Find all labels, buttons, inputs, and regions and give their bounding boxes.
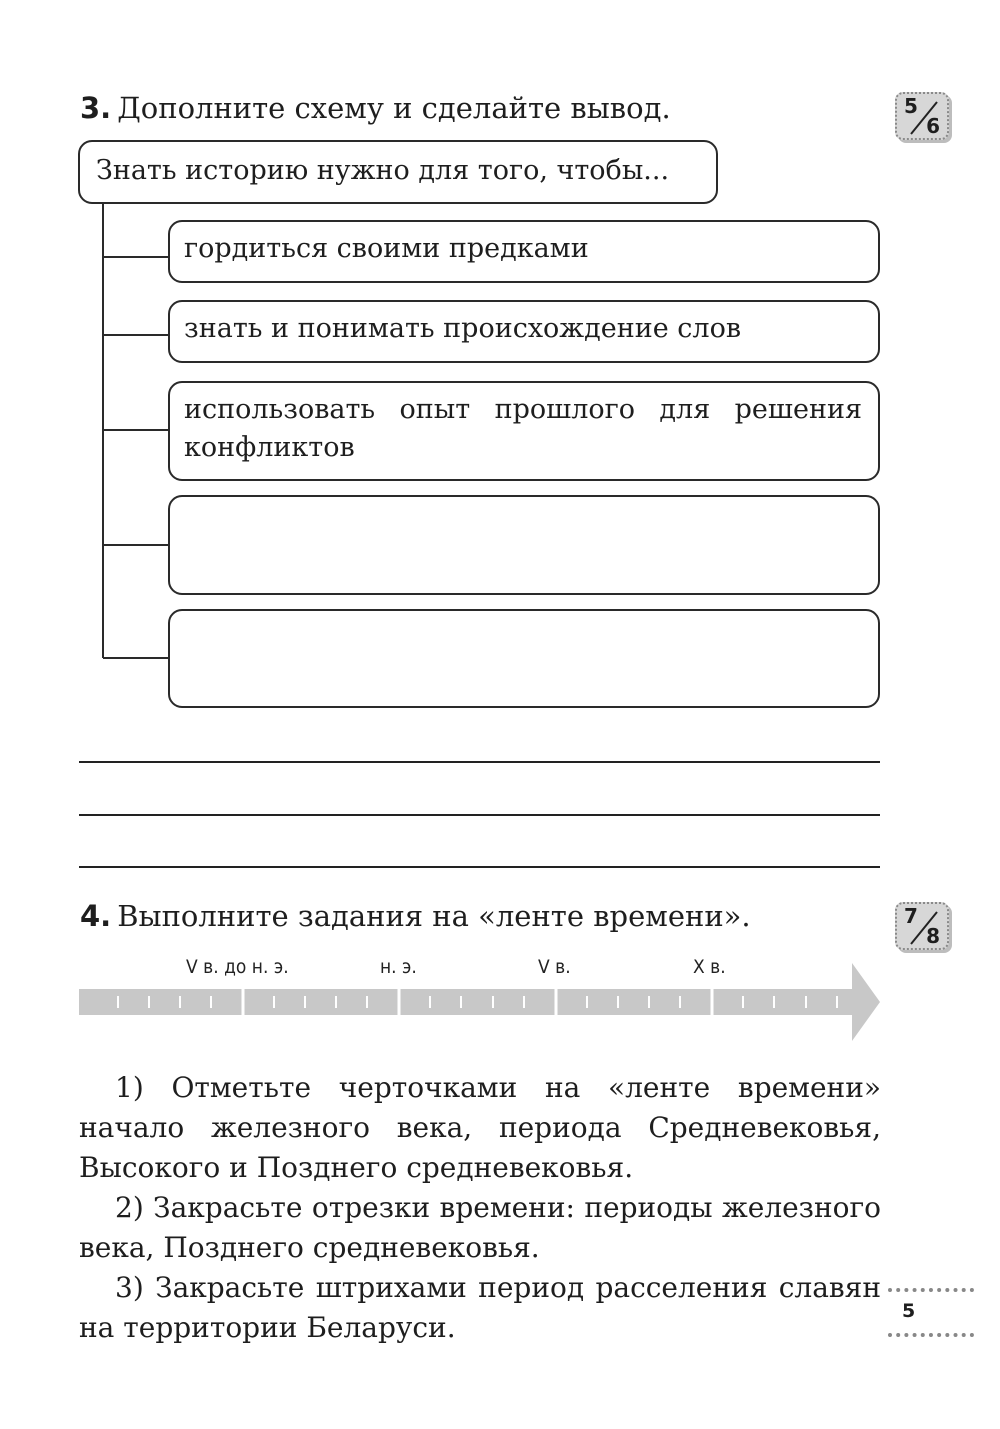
timeline-label-5bc: V в. до н. э. <box>186 956 289 978</box>
task-4-title-text: Выполните задания на «ленте времени». <box>117 899 751 933</box>
scheme-branch-2 <box>168 300 880 363</box>
scheme-branch-4-empty[interactable] <box>168 495 880 595</box>
timeline-label-10c: X в. <box>693 956 726 978</box>
task-4-instructions <box>79 1068 881 1348</box>
scheme-main-box <box>78 140 718 204</box>
timeline-label-5c: V в. <box>538 956 571 978</box>
timeline-arrow-body <box>79 963 880 1041</box>
badge-top-number: 7 <box>904 904 918 928</box>
answer-line-3[interactable] <box>79 866 880 868</box>
badge-bottom-number: 8 <box>926 924 940 948</box>
scheme-branch-3 <box>168 381 880 481</box>
answer-line-2[interactable] <box>79 814 880 816</box>
timeline-ribbon[interactable] <box>0 955 1000 1050</box>
scheme-branch-3-text: использовать опыт прошлого для решения конфликтов <box>184 394 862 463</box>
scheme-branch-1 <box>168 220 880 283</box>
badge-bottom-number: 6 <box>926 114 940 138</box>
task-4-title <box>80 898 751 934</box>
task-3-number: 3. <box>80 91 112 125</box>
instruction-2 <box>79 1188 881 1268</box>
difficulty-badge-7-8 <box>895 902 949 950</box>
instruction-1 <box>79 1068 881 1188</box>
instruction-2-text: 2) Закрасьте отрезки времени: периоды железного века, Позднего средневековья. <box>79 1191 881 1264</box>
timeline-label-ad: н. э. <box>380 956 417 978</box>
instruction-3-text: 3) Закрасьте штрихами период расселения славян на территории Беларуси. <box>79 1271 881 1344</box>
answer-line-1[interactable] <box>79 761 880 763</box>
task-3-title-text: Дополните схему и сделайте вывод. <box>117 91 671 125</box>
task-4-number: 4. <box>80 899 112 933</box>
instruction-1-text: 1) Отметьте черточками на «ленте времени» начало железного века, периода Средневековья, Высокого и Позднего средневековья. <box>79 1071 881 1184</box>
scheme-branch-1-text: гордиться своими предками <box>184 233 589 264</box>
page-number-dots-top <box>888 1288 974 1292</box>
instruction-3 <box>79 1268 881 1348</box>
scheme-branch-2-text: знать и понимать происхождение слов <box>184 313 742 344</box>
scheme-branch-5-empty[interactable] <box>168 609 880 708</box>
scheme-main-text: Знать историю нужно для того, чтобы... <box>96 155 670 186</box>
badge-top-number: 5 <box>904 94 918 118</box>
page-number: 5 <box>902 1300 916 1322</box>
page-number-dots-bottom <box>888 1333 974 1337</box>
